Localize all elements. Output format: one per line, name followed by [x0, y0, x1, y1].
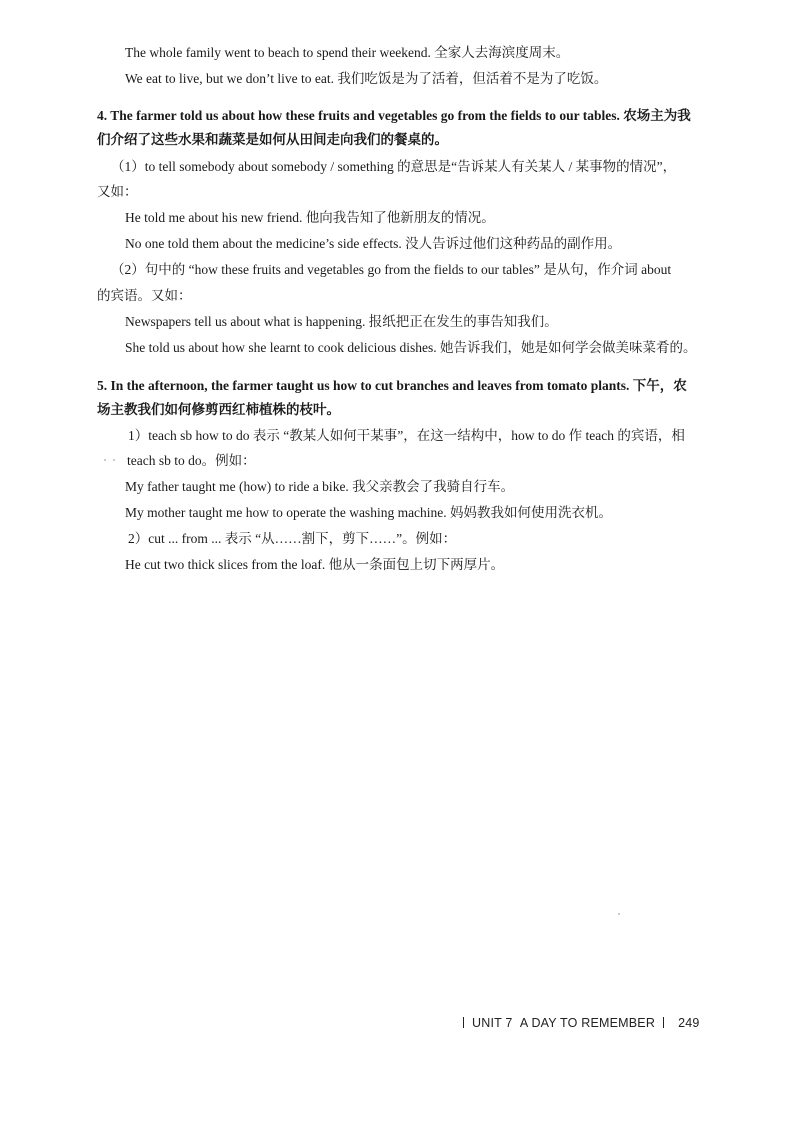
- example-sentence-washing-machine: My mother taught me how to operate the washing machine. 妈妈教我如何使用洗衣机。: [125, 505, 613, 520]
- footer-divider: [463, 1017, 464, 1028]
- section-5-heading: 5. In the afternoon, the farmer taught us how to cut branches and leaves from tomato plants. 下午，农: [97, 378, 687, 393]
- note-3: 1）teach sb how to do 表示 “教某人如何干某事”，在这一结构中，how to do 作 teach 的宾语，相: [128, 428, 685, 443]
- scan-speck: [113, 459, 115, 461]
- example-sentence-cook: She told us about how she learnt to cook delicious dishes. 她告诉我们，她是如何学会做美味菜肴的。: [125, 340, 697, 355]
- note-2: （2）句中的 “how these fruits and vegetables go from the fields to our tables” 是从句，作介词 about: [111, 262, 672, 277]
- section-4-heading: 4. The farmer told us about how these fruits and vegetables go from the fields to our tables. 农场主为我: [97, 108, 691, 123]
- example-sentence-new-friend: He told me about his new friend. 他向我告知了他新朋友的情况。: [125, 210, 495, 225]
- example-sentence-beach: The whole family went to beach to spend their weekend. 全家人去海滨度周末。: [125, 45, 570, 60]
- note-1: （1）to tell somebody about somebody / something 的意思是“告诉某人有关某人 / 某事物的情况”，: [111, 159, 677, 174]
- scan-speck: [104, 459, 106, 461]
- footer-unit: UNIT 7: [472, 1016, 513, 1030]
- example-sentence-side-effects: No one told them about the medicine’s side effects. 没人告诉过他们这种药品的副作用。: [125, 236, 622, 251]
- example-sentence-eat-to-live: We eat to live, but we don’t live to eat. 我们吃饭是为了活着，但活着不是为了吃饭。: [125, 71, 608, 86]
- example-sentence-ride-bike: My father taught me (how) to ride a bike. 我父亲教会了我骑自行车。: [125, 479, 515, 494]
- scan-speck: [618, 913, 620, 915]
- example-sentence-newspapers: Newspapers tell us about what is happening. 报纸把正在发生的事告知我们。: [125, 314, 558, 329]
- note-1-continued: 又如：: [97, 184, 138, 199]
- page-footer: [455, 1016, 700, 1030]
- note-4: 2）cut ... from ... 表示 “从……割下，剪下……”。例如：: [128, 531, 457, 546]
- footer-divider: [663, 1017, 664, 1028]
- section-5-heading-continued: 场主教我们如何修剪西红柿植株的枝叶。: [97, 402, 340, 417]
- note-3-continued: teach sb to do。例如：: [127, 453, 256, 468]
- footer-unit-title: A DAY TO REMEMBER: [519, 1016, 656, 1030]
- note-2-continued: 的宾语。又如：: [97, 288, 192, 303]
- section-4-heading-continued: 们介绍了这些水果和蔬菜是如何从田间走向我们的餐桌的。: [97, 132, 448, 147]
- page-number: 249: [678, 1016, 700, 1030]
- example-sentence-loaf: He cut two thick slices from the loaf. 他从一条面包上切下两厚片。: [125, 557, 505, 572]
